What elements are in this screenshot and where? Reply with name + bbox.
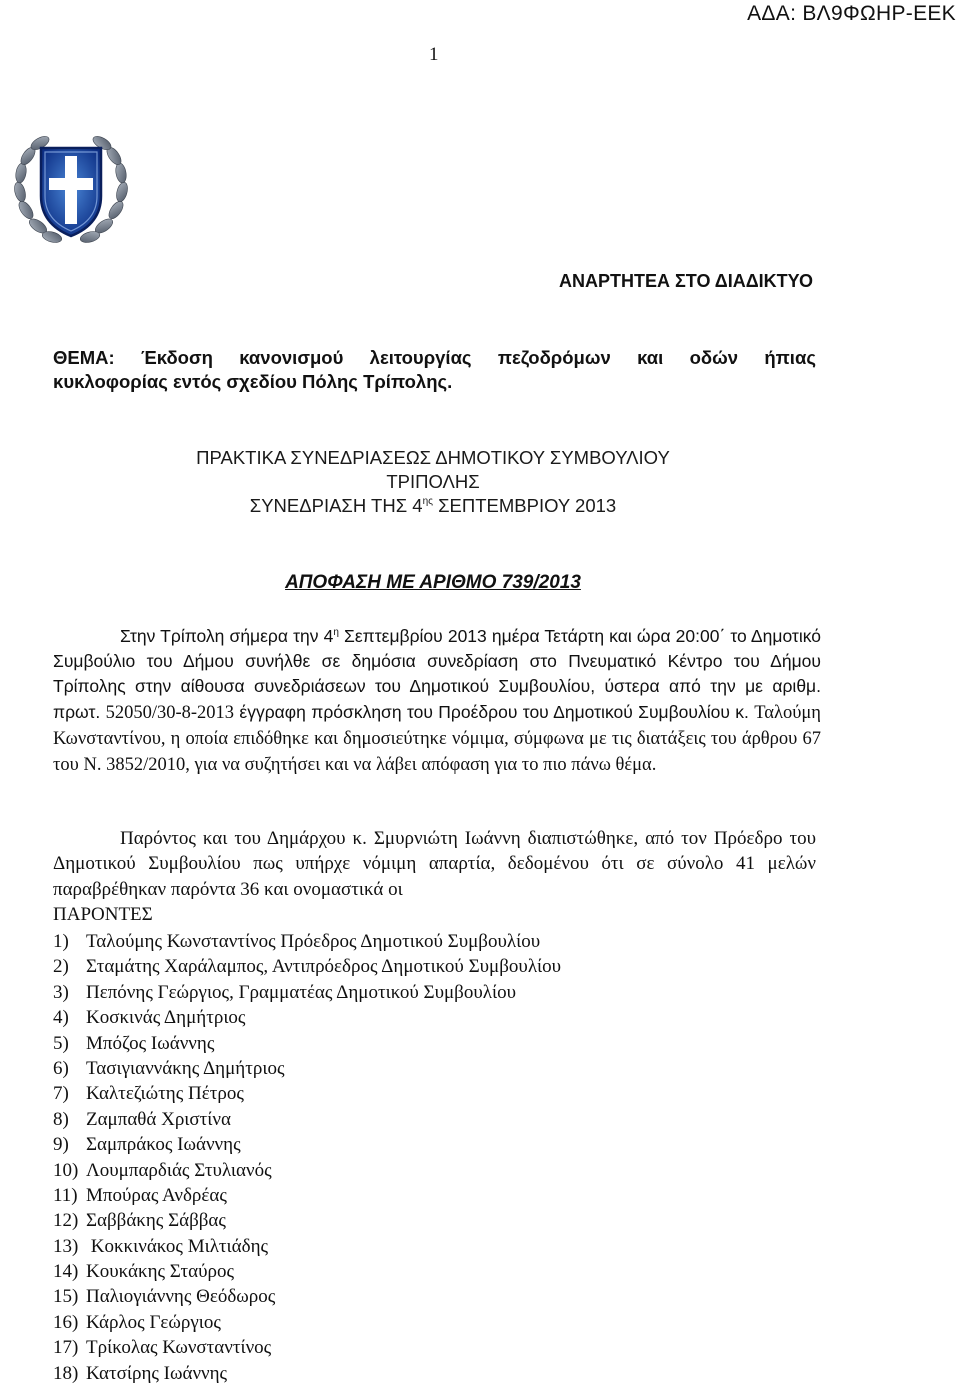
member-name: Παλιογιάννης Θεόδωρος bbox=[86, 1286, 276, 1308]
member-name: Κατσίρης Ιωάννης bbox=[86, 1362, 228, 1384]
member-name: Σαμπράκος Ιωάννης bbox=[86, 1134, 241, 1156]
presence-paragraph: Παρόντος και του Δημάρχου κ. Σμυρνιώτη Ιωάννη διαπιστώθηκε, από τον Πρόεδρο του Δημοτικού Συμβουλίου πως υπήρχε νόμιμη απαρτία, δεδομένου ότι σε σύνολο 41 μελών παραβρέθηκαν παρόντα 36 και ονομαστικά οι bbox=[53, 828, 816, 900]
subject-word: οδών bbox=[689, 347, 739, 368]
minutes-title-line-3 bbox=[0, 494, 866, 518]
member-number: 5) bbox=[53, 1032, 69, 1054]
list-item bbox=[53, 1132, 561, 1157]
member-number: 13) bbox=[53, 1235, 79, 1257]
minutes-title-line-1: ΠΡΑΚΤΙΚΑ ΣΥΝΕΔΡΙΑΣΕΩΣ ΔΗΜΟΤΙΚΟΥ ΣΥΜΒΟΥΛΙΟΥ bbox=[196, 447, 670, 468]
member-name: Σταμάτης Χαράλαμπος, Αντιπρόεδρος Δημοτικού Συμβουλίου bbox=[86, 956, 562, 978]
member-name: Μπούρας Ανδρέας bbox=[86, 1184, 227, 1206]
member-number: 7) bbox=[53, 1083, 69, 1105]
subject-word: και bbox=[637, 347, 664, 368]
member-number: 2) bbox=[53, 956, 69, 978]
member-name: Λουμπαρδιάς Στυλιανός bbox=[86, 1159, 272, 1181]
member-name: Πεπόνης Γεώργιος, Γραμματέας Δημοτικού Συμβουλίου bbox=[86, 981, 516, 1003]
page-number: 1 bbox=[429, 44, 439, 65]
subject-word: λειτουργίας bbox=[369, 347, 472, 368]
member-number: 12) bbox=[53, 1210, 79, 1232]
list-item bbox=[53, 1208, 561, 1233]
list-item bbox=[53, 1284, 561, 1309]
list-item bbox=[53, 929, 561, 954]
member-name: Καλτεζιώτης Πέτρος bbox=[86, 1083, 244, 1105]
list-item bbox=[53, 1005, 561, 1030]
subject-line bbox=[53, 346, 816, 370]
intro-text-4: Ταλούμη Κωνσταντίνου, η οποία επιδόθηκε και δημοσιεύτηκε νόμιμα, σύμφωνα με τις διατάξεις του άρθρου 67 του Ν. 3852/2010, για να συζητήσει και να λάβει απόφαση για το πιο πάνω θέμα. bbox=[53, 702, 821, 776]
member-number: 3) bbox=[53, 981, 69, 1003]
list-item bbox=[53, 1081, 561, 1106]
intro-text-1: Στην Τρίπολη σήμερα την 4 bbox=[120, 626, 334, 646]
subject-word: Έκδοση bbox=[140, 347, 213, 368]
member-name: Τρίκολας Κωνσταντίνος bbox=[86, 1337, 272, 1359]
member-name: Κάρλος Γεώργιος bbox=[86, 1311, 221, 1333]
present-heading: ΠΑΡΟΝΤΕΣ bbox=[53, 904, 153, 925]
protocol-number: 52050/30-8-2013 bbox=[105, 702, 235, 723]
member-name: Κοσκινάς Δημήτριος bbox=[86, 1007, 246, 1029]
intro-text-3: έγγραφη πρόσκληση του Προέδρου του Δημοτικού Συμβουλίου κ. bbox=[234, 701, 755, 722]
subject-block bbox=[53, 346, 816, 394]
member-number: 18) bbox=[53, 1362, 79, 1384]
session-date-suffix: ΣΕΠΤΕΜΒΡΙΟΥ 2013 bbox=[432, 495, 617, 516]
subject-word: πεζοδρόμων bbox=[497, 347, 611, 368]
list-item bbox=[53, 954, 561, 979]
member-name: Κουκάκης Σταύρος bbox=[86, 1261, 234, 1283]
member-number: 16) bbox=[53, 1311, 79, 1333]
member-number: 6) bbox=[53, 1057, 69, 1079]
subject-word: κανονισμού bbox=[239, 347, 344, 368]
member-name: Μπόζος Ιωάννης bbox=[86, 1032, 215, 1054]
member-name: Τασιγιαννάκης Δημήτριος bbox=[86, 1057, 285, 1079]
member-number: 1) bbox=[53, 931, 69, 952]
list-item bbox=[53, 1259, 561, 1284]
intro-paragraph bbox=[53, 624, 821, 778]
present-members-list bbox=[53, 929, 561, 1386]
member-number: 9) bbox=[53, 1134, 69, 1156]
list-item bbox=[53, 1234, 561, 1259]
member-number: 10) bbox=[53, 1159, 79, 1181]
minutes-title bbox=[0, 446, 866, 518]
list-item bbox=[53, 1107, 561, 1132]
member-number: 4) bbox=[53, 1007, 69, 1029]
ordinal-suffix: ης bbox=[422, 496, 433, 507]
member-name: Σαββάκης Σάββας bbox=[86, 1210, 226, 1232]
list-item bbox=[53, 1158, 561, 1183]
member-number: 14) bbox=[53, 1261, 79, 1283]
member-number: 17) bbox=[53, 1337, 79, 1359]
greek-national-emblem-icon bbox=[10, 126, 132, 250]
list-item bbox=[53, 1183, 561, 1208]
post-notice: ΑΝΑΡΤΗΤΕΑ ΣΤΟ ΔΙΑΔΙΚΤΥΟ bbox=[559, 271, 813, 291]
session-date-prefix: ΣΥΝΕΔΡΙΑΣΗ ΤΗΣ 4 bbox=[249, 495, 423, 516]
member-number: 8) bbox=[53, 1108, 69, 1130]
ada-code: ΑΔΑ: ΒΛ9ΦΩΗΡ-ΕΕΚ bbox=[747, 2, 956, 25]
subject-word: ήπιας bbox=[764, 347, 816, 368]
member-name: Ταλούμης Κωνσταντίνος Πρόεδρος Δημοτικού Συμβουλίου bbox=[86, 931, 541, 952]
member-number: 15) bbox=[53, 1286, 79, 1308]
list-item bbox=[53, 1031, 561, 1056]
decision-number: ΑΠΟΦΑΣΗ ΜΕ ΑΡΙΘΜΟ 739/2013 bbox=[285, 572, 581, 593]
intro-text-2: Σεπτεμβρίου 2013 ημέρα Τετάρτη και ώρα 20:00΄ το Δημοτικό Συμβούλιο του Δήμου συνήλθε σε δημόσια συνεδρίαση στο Πνευματικό Κέντρο του Δήμου Τρίπολης στην αίθουσα συνεδριάσεων του Δημοτικού Συμβουλίου, ύστερα από την με αριθμ. πρωτ. bbox=[53, 626, 821, 722]
list-item bbox=[53, 1310, 561, 1335]
intro-ordinal: η bbox=[333, 627, 339, 638]
list-item bbox=[53, 1335, 561, 1360]
subject-label: ΘΕΜΑ: bbox=[53, 347, 115, 368]
member-number: 11) bbox=[53, 1184, 78, 1206]
minutes-title-line-2: ΤΡΙΠΟΛΗΣ bbox=[386, 471, 480, 492]
list-item bbox=[53, 1361, 561, 1386]
list-item bbox=[53, 1056, 561, 1081]
member-name: Ζαμπαθά Χριστίνα bbox=[86, 1108, 231, 1130]
member-name: Κοκκινάκος Μιλτιάδης bbox=[86, 1235, 269, 1257]
list-item bbox=[53, 980, 561, 1005]
subject-line-2: κυκλοφορίας εντός σχεδίου Πόλης Τρίπολης. bbox=[53, 371, 453, 392]
